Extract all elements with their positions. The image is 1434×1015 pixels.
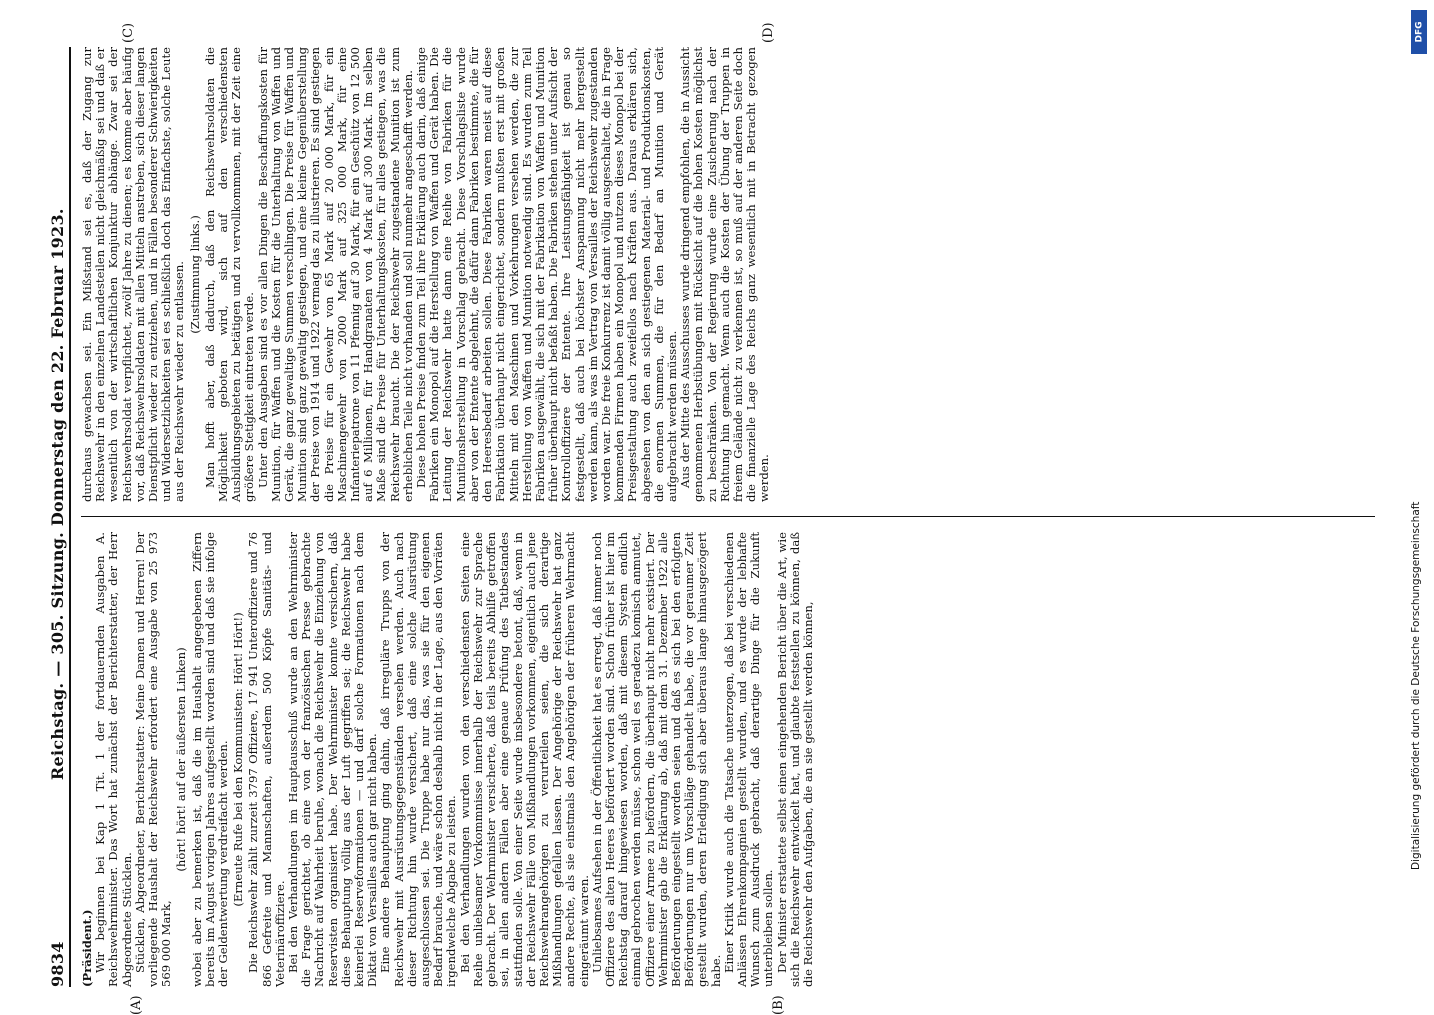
paragraph: durchaus gewachsen sei. Ein Mißstand sei es, daß der Zugang zur Reichswehr in den einzelnen Landesteilen nicht gleichmäßig sei und daß er wesentlich von der wirtschaftlichen Konjunktur abhänge. Zwar sei der Reichswehrsoldat verpflichtet, zwölf Jahre zu dienen; es komme aber häufig vor, daß Reichswehrsoldaten mit allen Mitteln anstreben, sich dieser langen Dienstpflicht wieder zu entziehen, und in Fällen besonderer Schwierigkeiten und Widersetzlichkeiten sei es schließlich doch das Einfachste, solche Leute aus der Reichswehr wieder zu entlassen. [80,47,187,502]
margin-mark-b: (B) [771,995,786,1015]
paragraph: Bei den Verhandlungen im Hauptausschuß wurde an den Wehrminister die Frage gerichtet, ob eine von der französischen Presse gebrachte Nachricht auf Wahrheit beruhe, wonach die Reichswehr die Einziehung von Reservisten organisiert habe. Der Wehrminister konnte versichern, daß diese Behauptung völlig aus der Luft gegriffen sei; die Reichswehr habe keinerlei Reserveformationen — und darf solche Formationen nach dem Diktat von Versailles auch gar nicht haben. [286,532,380,987]
page-title: Reichstag. — 305. Sitzung. Donnerstag den 22. Februar 1923. [47,208,67,781]
page-number: 9834 [47,941,67,987]
margin-mark-c: (C) [121,22,136,43]
paragraph: Der Minister erstattete selbst einen eingehenden Bericht über die Art, wie sich die Reichswehr entwickelt hat, und glaubte feststellen zu können, daß die Reichswehr den Aufgaben, die an sie gestellt werden können, [774,532,815,987]
column-divider [81,516,1375,517]
right-column [81,47,1375,502]
interjection: (Erneute Rufe bei den Kommunisten: Hört! Hört!) [231,612,246,907]
paragraph: Eine andere Behauptung ging dahin, daß irreguläre Trupps von der Reichswehr mit Ausrüstungsgegenständen versehen werden. Auch nach dieser Richtung hin wurde versichert, daß eine solche Ausrüstung ausgeschlossen sei. Die Truppe habe nur das, was sie für den eigenen Bedarf brauche, und wäre schon deshalb nicht in der Lage, aus den Vorräten irgendwelche Abgabe zu leisten. [378,532,459,987]
paragraph: Wir beginnen bei Kap 1 Tit. 1 der fortdauernden Ausgaben A. Reichswehrminister. Das Wort hat zunächst der Berichterstatter, der Herr Abgeordnete Stücklen. [93,532,134,987]
interjection: (hört! hört! auf der äußersten Linken) [174,647,189,872]
paragraph: Stücklen, Abgeordneter, Berichterstatter: Meine Damen und Herren! Der vorliegende Haushalt der Reichswehr erfordert eine Ausgabe von 25 973 569 000 Mark, [132,532,174,987]
dfg-logo: DFG [1411,10,1427,54]
paragraph: (Präsident.) [80,909,94,987]
digitization-credit [1406,10,1432,990]
paragraph: Die Reichswehr zählt zurzeit 3797 Offiziere, 17 941 Unteroffiziere und 76 866 Gefreite und Mannschaften, außerdem 500 Köpfe Sanitäts- und Veterinäroffiziere. [246,532,287,987]
paragraph: wobei aber zu bemerken ist, daß die im Haushalt angegebenen Ziffern bereits im August vorigen Jahres aufgestellt worden sind und daß sie infolge der Geldentwertung verdreifacht werden. [189,532,231,987]
paragraph: Unter den Ausgaben sind es vor allen Dingen die Beschaffungskosten für Munition, für Waffen und die Kosten für die Unterhaltung von Waffen und Gerät, die ganz gewaltige Summen verschlingen. Die Preise für Waffen und Munition sind ganz gewaltig gestiegen, und eine kleine Gegenüberstellung der Preise von 1914 und 1922 vermag das zu illustrieren. Es sind gestiegen die Preise für ein Gewehr von 65 Mark auf 20 000 Mark, für ein Maschinengewehr von 2000 Mark auf 325 000 Mark, für eine Infanteriepatrone von 11 Pfennig auf 30 Mark, für ein Geschütz von 12 500 auf 6 Millionen, für Handgranaten von 4 Mark auf 300 Mark. Im selben Maße sind die Preise für Unterhaltungskosten, für alles gestiegen, was die Reichswehr braucht. Die der Reichswehr zugestandene Munition ist zum erheblichen Teile nicht vorhanden und soll nunmehr angeschafft werden. [255,47,415,502]
paragraph: Diese hohen Preise finden zum Teil ihre Erklärung auch darin, daß einige Fabriken ein Monopol auf die Herstellung von Waffen und Gerät haben. Die Leitung der Reichswehr hatte dann eine Reihe von Fabriken für die Munitionsherstellung in Vorschlag gebracht. Diese Vorschlagsliste wurde aber von der Entente abgelehnt, die dafür dann Fabriken bestimmte, die für den Heeresbedarf arbeiten sollen. Diese Fabriken waren meist auf diese Fabrikation überhaupt nicht eingerichtet, sondern mußten erst mit großen Mitteln mit den Maschinen und Vorkehrungen versehen werden, die zur Herstellung von Waffen und Munition notwendig sind. Es wurden zum Teil Fabriken ausgewählt, die sich mit der Fabrikation von Waffen und Munition früher überhaupt nicht befaßt haben. Die Fabriken stehen unter Aufsicht der Kontrolloffiziere der Entente. Ihre Leistungsfähigkeit ist genau so festgestellt, daß auch bei höchster Anspannung nicht mehr hergestellt werden kann, als was im Vertrag von Versailles der Reichswehr zugestanden worden war. Die freie Konkurrenz ist damit völlig ausgeschaltet, die in Frage kommenden Firmen haben ein Monopol und nutzen dieses Monopol bei der Preisgestaltung auch zweifellos nach Kräften aus. Daraus erklären sich, abgesehen von den an sich gestiegenen Material- und Produktionskosten, die enormen Summen, die für den Bedarf an Munition und Gerät aufgebracht werden müssen. [414,47,679,502]
margin-mark-d: (D) [761,22,776,43]
rotated-page [45,22,1375,1015]
paragraph: Bei den Verhandlungen wurden von den verschiedensten Seiten eine Reihe unliebsamer Vorkommnisse innerhalb der Reichswehr zur Sprache gebracht. Der Wehrminister versicherte, daß teils bereits Abhilfe getroffen sei, in allen andern Fällen aber eine genaue Prüfung des Tatbestandes stattfinden solle. Von einer Seite wurde insbesondere betont, daß, wenn in der Reichswehr Fälle von Mißhandlungen vorkommen, eigentlich auch jene Reichswehrangehörigen zu verurteilen seien, die sich derartige Mißhandlungen gefallen lassen. Der Angehörige der Reichswehr hat ganz andere Rechte, als sie einstmals den Angehörigen der früheren Wehrmacht eingeräumt waren. [457,532,591,987]
paragraph: Unliebsames Aufsehen in der Öffentlichkeit hat es erregt, daß immer noch Offiziere des alten Heeres befördert worden sind. Schon früher ist hier im Reichstag darauf hingewiesen worden, daß mit diesem System endlich einmal gebrochen werden müsse, schon weil es geradezu komisch anmutet, Offiziere einer Armee zu befördern, die überhaupt nicht mehr existiert. Der Wehrminister gab die Erklärung ab, daß mit dem 31. Dezember 1922 alle Beförderungen eingestellt worden seien und daß es sich bei den erfolgten Beförderungen nur um Vorschläge gehandelt habe, die vor geraumer Zeit gestellt wurden, deren Erledigung sich aber überaus lange hinausgezögert habe. [589,532,723,987]
margin-mark-a: (A) [129,995,144,1015]
interjection: (Zustimmung links.) [187,215,202,334]
credit-text: Digitalisierung gefördert durch die Deutsche Forschungsgemeinschaft [1410,501,1422,870]
left-column [81,532,1375,987]
running-head [45,47,71,987]
paragraph: Aus der Mitte des Ausschusses wurde dringend empfohlen, die in Aussicht genommenen Herbstübungen mit Rücksicht auf die hohen Kosten möglichst zu beschränken. Von der Regierung wurde eine Zusicherung nach der Richtung hin gemacht. Wenn auch die Kosten der Übung der Truppen in freiem Gelände nicht zu verkennen ist, so muß auf der anderen Seite doch die finanzielle Lage des Reichs ganz wesentlich mit in Betracht gezogen werden. [678,47,772,502]
text-columns [80,22,1375,1015]
paragraph: Man hofft aber, daß dadurch, daß den Reichswehrsoldaten die Möglichkeit geboten wird, sich auf den verschiedensten Ausbildungsgebieten zu betätigen und zu vervollkommnen, mit der Zeit eine größere Stetigkeit eintreten werde. [202,47,257,502]
paragraph: Einer Kritik wurde auch die Tatsache unterzogen, daß bei verschiedenen Anlässen Ehrenkompagnien gestellt wurden, und es wurde der lebhafte Wunsch zum Ausdruck gebracht, daß derartige Dinge für die Zukunft unterbleiben sollen. [721,532,776,987]
